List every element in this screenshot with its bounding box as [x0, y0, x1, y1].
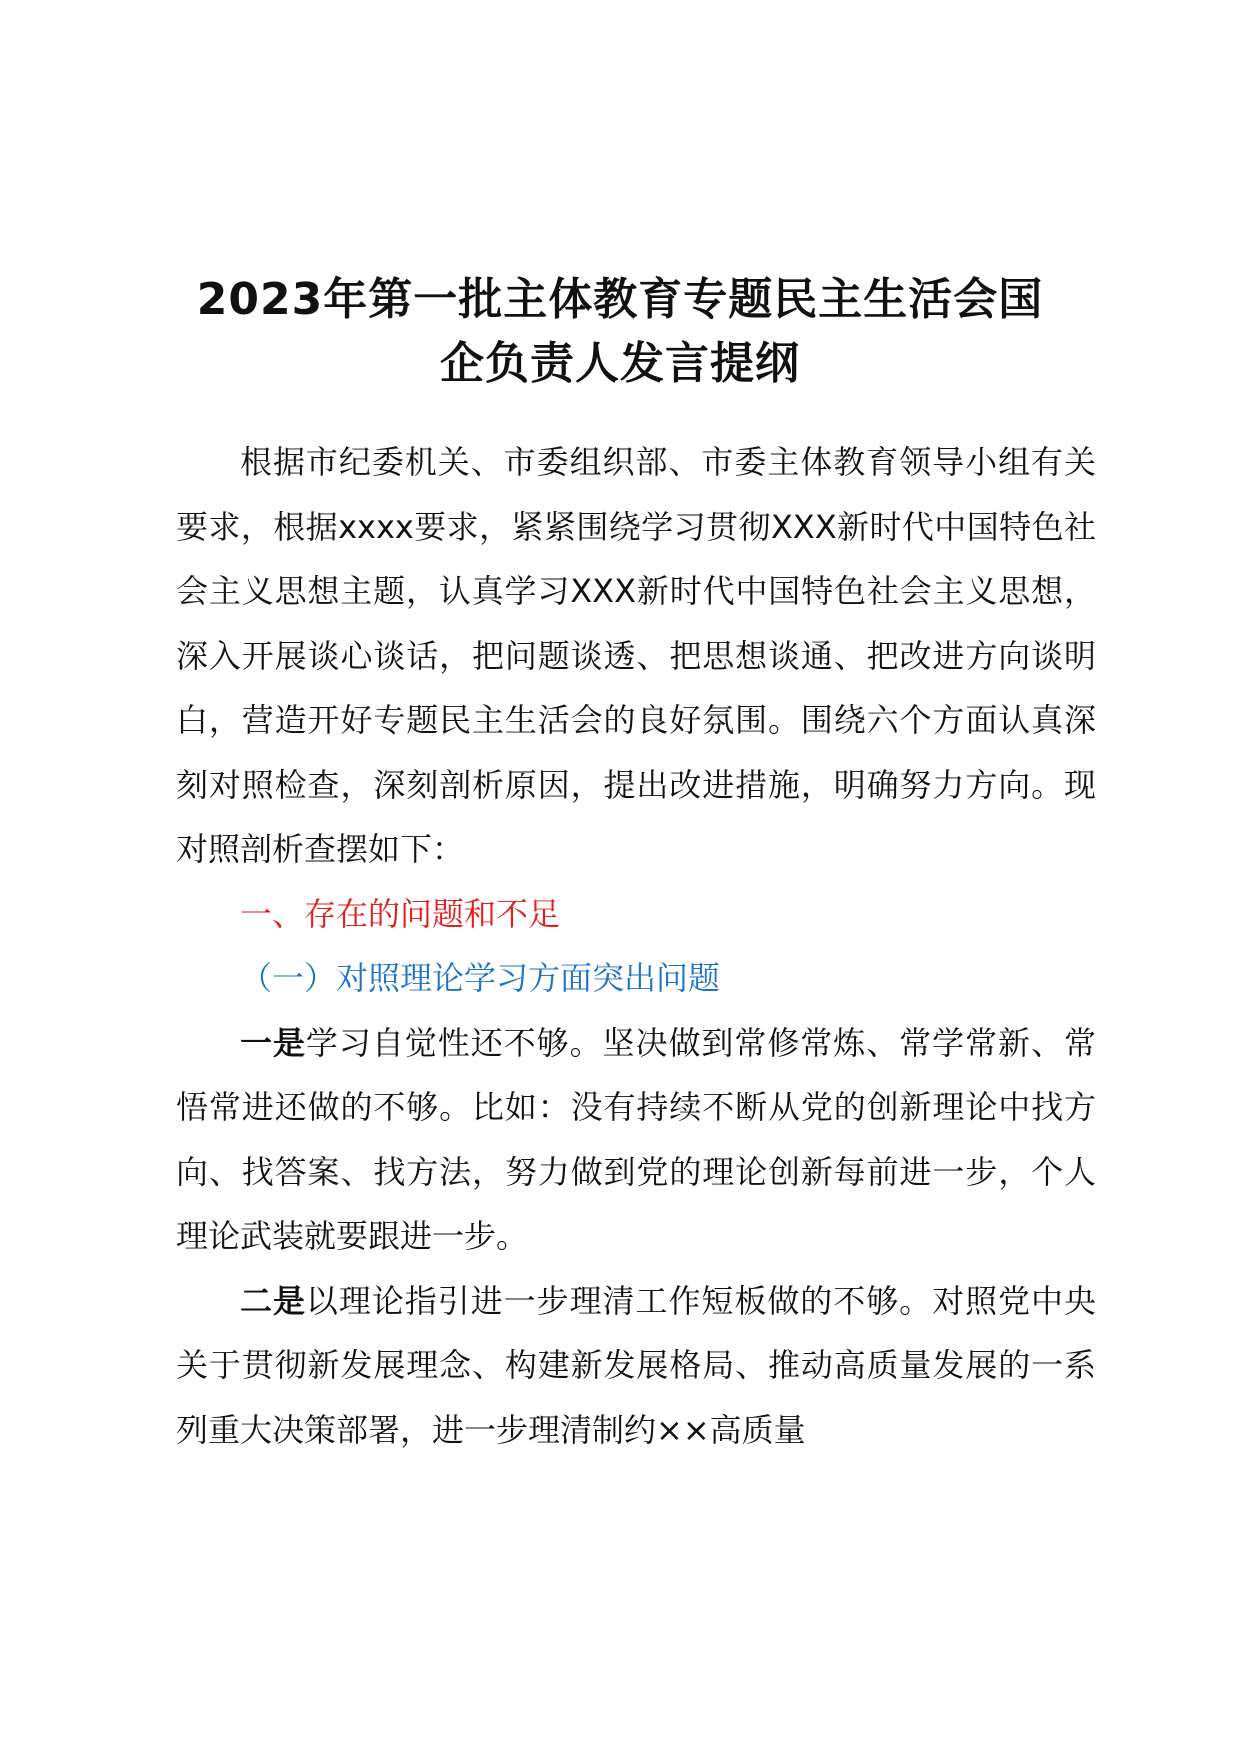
title-line-1: 2023年第一批主体教育专题民主生活会国	[196, 274, 1044, 325]
intro-paragraph: 根据市纪委机关、市委组织部、市委主体教育领导小组有关要求，根据xxxx要求，紧紧围绕学习贯彻XXX新时代中国特色社会主义思想主题，认真学习XXX新时代中国特色社会主义思想，深入开展谈心谈话，把问题谈透、把思想谈通、把改进方向谈明白，营造开好专题民主生活会的良好氛围。围绕六个方面认真深刻对照检查，深刻剖析原因，提出改进措施，明确努力方向。现对照剖析查摆如下：	[176, 443, 1096, 868]
point-1-lead: 一是	[240, 1023, 306, 1062]
document-title	[150, 268, 1090, 396]
section-heading: 一、存在的问题和不足	[240, 894, 561, 933]
point-2-lead: 二是	[240, 1281, 306, 1320]
document-body	[176, 430, 1096, 1462]
subsection-heading: （一）对照理论学习方面突出问题	[240, 959, 721, 997]
title-line-2: 企负责人发言提纲	[440, 338, 800, 389]
point-2-text: 以理论指引进一步理清工作短板做的不够。对照党中央关于贯彻新发展理念、构建新发展格局、推动高质量发展的一系列重大决策部署，进一步理清制约××高质量	[176, 1281, 1096, 1449]
point-1-paragraph	[176, 1011, 1096, 1269]
point-1-text: 学习自觉性还不够。坚决做到常修常炼、常学常新、常悟常进还做的不够。比如：没有持续不断从党的创新理论中找方向、找答案、找方法，努力做到党的理论创新每前进一步，个人理论武装就要跟进一步。	[176, 1023, 1096, 1255]
point-2-paragraph	[176, 1269, 1096, 1463]
